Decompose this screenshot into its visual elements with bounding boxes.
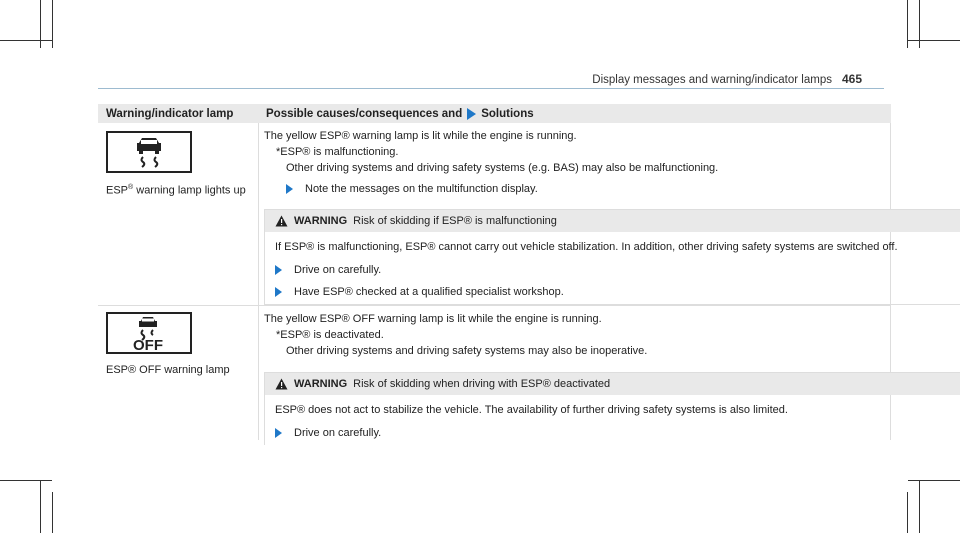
- warning-body: If ESP® is malfunctioning, ESP® cannot carry out vehicle stabilization. In addition, other driving safety systems are switched off. Drive on carefully. Have ESP® checked at a qualified specialist workshop.: [265, 232, 960, 304]
- detail-text: Other driving systems and driving safety systems may also be inoperative.: [286, 345, 648, 357]
- table-row-esp-off: [98, 306, 891, 440]
- action-arrow-icon: [467, 108, 476, 120]
- esp-skid-icon: [106, 131, 192, 173]
- crop-mark: [0, 40, 52, 41]
- running-head-title: Display messages and warning/indicator lamps: [592, 74, 832, 86]
- solution-cell: [264, 129, 898, 305]
- intro-text: The yellow ESP® OFF warning lamp is lit while the engine is running.: [264, 313, 602, 325]
- warning-header: [265, 210, 960, 232]
- crop-mark: [40, 480, 41, 533]
- warning-step: Drive on carefully.: [275, 264, 960, 276]
- warning-header: [265, 373, 960, 395]
- column-header-solutions: Possible causes/consequences and Solutions: [266, 107, 534, 120]
- cause-text: *ESP® is malfunctioning.: [276, 146, 399, 158]
- warning-title: WARNING: [294, 378, 348, 390]
- crop-mark: [908, 40, 960, 41]
- intro-text: The yellow ESP® warning lamp is lit while the engine is running.: [264, 130, 577, 142]
- warning-subject: Risk of skidding if ESP® is malfunctioning: [353, 215, 557, 227]
- warning-box: [264, 209, 960, 305]
- action-arrow-icon: [286, 184, 293, 194]
- crop-mark: [907, 492, 908, 533]
- warning-subject: Risk of skidding when driving with ESP® deactivated: [353, 378, 611, 390]
- running-head: [592, 72, 862, 86]
- header-rule: [98, 88, 884, 89]
- lamp-cell: [106, 312, 230, 377]
- action-arrow-icon: [275, 265, 282, 275]
- table-header: [98, 104, 891, 123]
- action-arrow-icon: [275, 428, 282, 438]
- warning-box: [264, 372, 960, 445]
- solution-cell: [264, 312, 884, 445]
- cause-text: *ESP® is deactivated.: [276, 329, 384, 341]
- column-divider: [258, 123, 259, 305]
- table-row-esp: [98, 123, 898, 305]
- lamp-cell: [106, 131, 246, 198]
- crop-mark: [52, 0, 53, 48]
- warning-step: Drive on carefully.: [275, 427, 960, 439]
- lamp-label: ESP® OFF warning lamp: [106, 364, 230, 376]
- warning-body: ESP® does not act to stabilize the vehicle. The availability of further driving safety systems is also limited. Drive on carefully.: [265, 395, 960, 445]
- column-divider: [258, 306, 259, 440]
- warning-step: Have ESP® checked at a qualified specialist workshop.: [275, 286, 960, 298]
- warning-title: WARNING: [294, 215, 348, 227]
- detail-text: Other driving systems and driving safety systems (e.g. BAS) may also be malfunctioning.: [286, 162, 719, 174]
- crop-mark: [52, 492, 53, 533]
- svg-text:OFF: OFF: [133, 337, 163, 351]
- action-arrow-icon: [275, 287, 282, 297]
- crop-mark: [919, 480, 920, 533]
- action-item: Note the messages on the multifunction display.: [286, 183, 884, 195]
- crop-mark: [908, 480, 960, 481]
- crop-mark: [0, 480, 52, 481]
- page-number: 465: [841, 72, 862, 86]
- column-header-lamp: Warning/indicator lamp: [106, 107, 234, 120]
- warning-triangle-icon: [275, 378, 288, 390]
- lamp-label: ESP® warning lamp lights up: [106, 184, 246, 197]
- esp-off-icon: [106, 312, 192, 354]
- warning-triangle-icon: [275, 215, 288, 227]
